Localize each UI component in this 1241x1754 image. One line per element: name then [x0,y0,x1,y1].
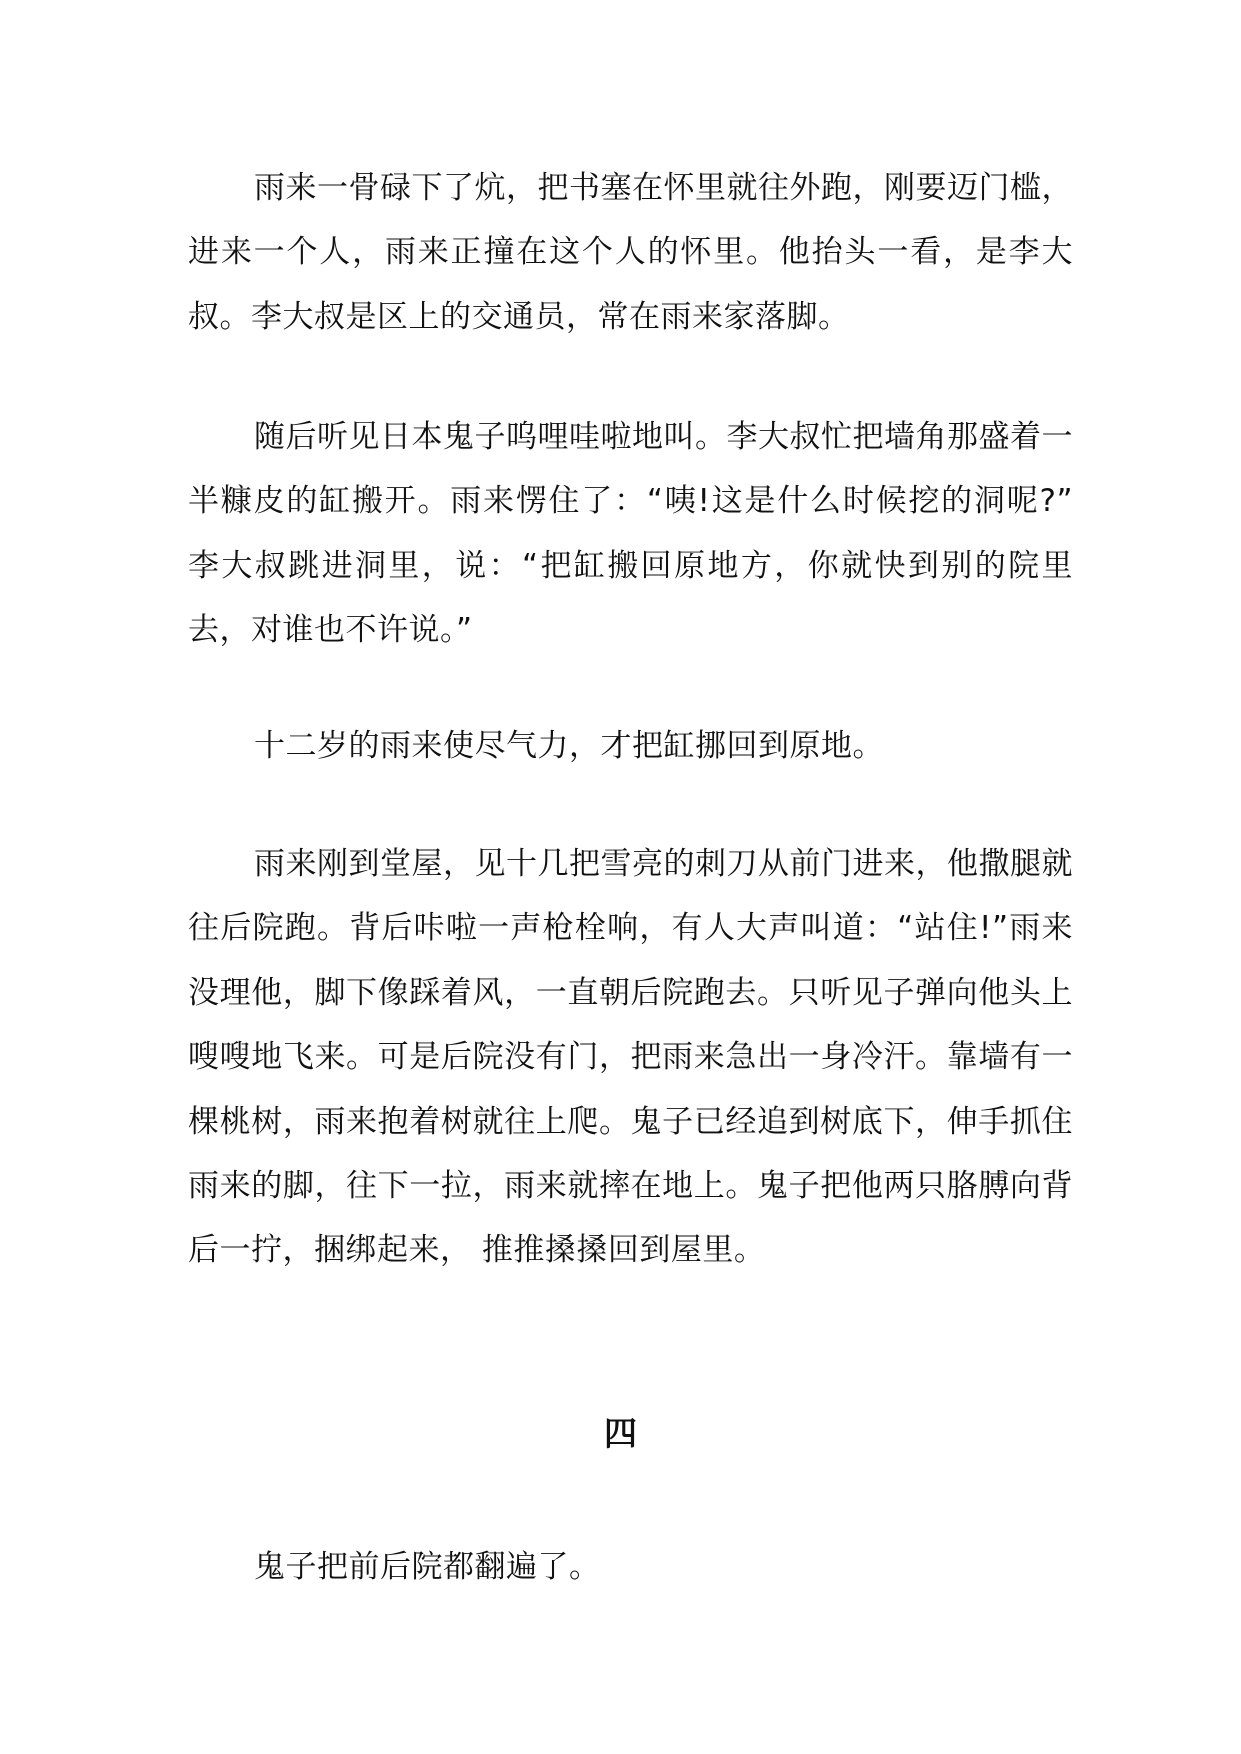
paragraph-5: 鬼子把前后院都翻遍了。 [254,1549,601,1585]
section-heading: 四 [604,1414,637,1453]
paragraph-4: 雨来刚到堂屋，见十几把雪亮的刺刀从前门进来，他撒腿就往后院跑。背后咔啦一声枪栓响，有人大声叫道：“站住!”雨来没理他，脚下像踩着风，一直朝后院跑去。只听见子弹向他头上嗖嗖地飞来。可是后院没有门，把雨来急出一身冷汗。靠墙有一棵桃树，雨来抱着树就往上爬。鬼子已经追到树底下，伸手抓住雨来的脚，往下一拉，雨来就摔在地上。鬼子把他两只胳膊向背后一拧，捆绑起来， 推推搡搡回到屋里。 [188,846,1073,1269]
paragraph-3: 十二岁的雨来使尽气力，才把缸挪回到原地。 [254,728,884,764]
paragraph-1: 雨来一骨碌下了炕，把书塞在怀里就往外跑，刚要迈门槛，进来一个人，雨来正撞在这个人的怀里。他抬头一看，是李大叔。李大叔是区上的交通员，常在雨来家落脚。 [188,170,1073,335]
paragraph-2: 随后听见日本鬼子呜哩哇啦地叫。李大叔忙把墙角那盛着一半糠皮的缸搬开。雨来愣住了：“咦!这是什么时候挖的洞呢?” 李大叔跳进洞里，说：“把缸搬回原地方，你就快到别的院里去，对谁也不许说。” [188,419,1073,649]
